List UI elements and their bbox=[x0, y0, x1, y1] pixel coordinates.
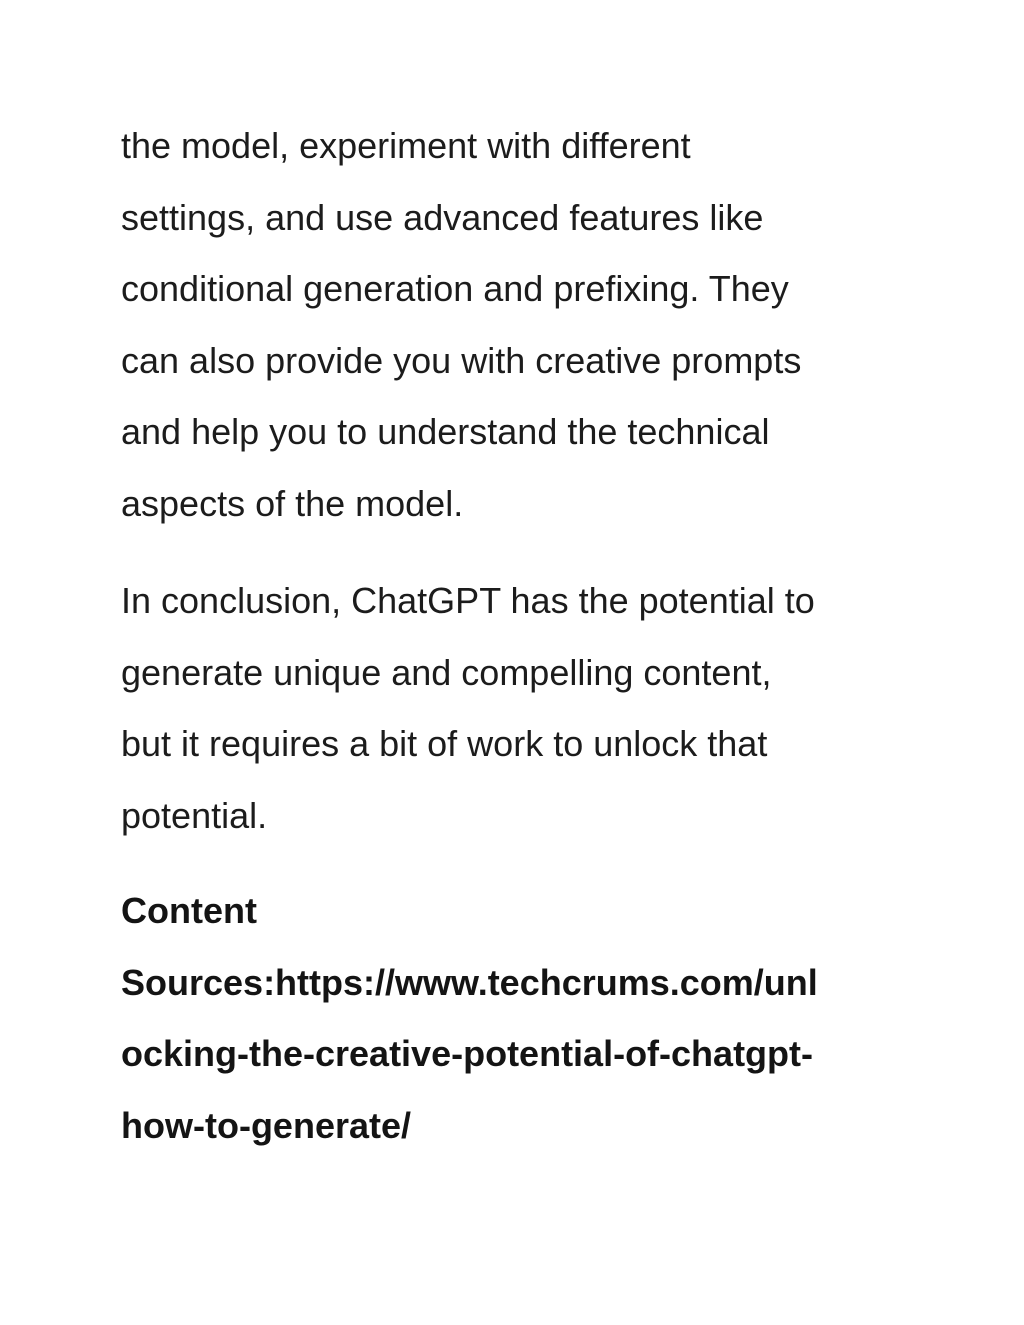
paragraph-line: settings, and use advanced features like bbox=[121, 196, 764, 238]
paragraph-line: and help you to understand the technical bbox=[121, 411, 770, 452]
paragraph-line: In conclusion, ChatGPT has the potential to bbox=[121, 580, 815, 621]
content-sources bbox=[121, 875, 921, 1161]
paragraph-line: generate unique and compelling content, bbox=[121, 651, 772, 693]
paragraph-line: aspects of the model. bbox=[121, 482, 464, 524]
paragraph-line: but it requires a bit of work to unlock that bbox=[121, 723, 768, 764]
sources-heading: Content bbox=[121, 890, 257, 931]
body-paragraph-model-settings bbox=[121, 110, 921, 539]
paragraph-line: the model, experiment with different bbox=[121, 125, 691, 166]
paragraph-line: can also provide you with creative prompts bbox=[121, 339, 802, 381]
paragraph-line: conditional generation and prefixing. They bbox=[121, 268, 789, 309]
body-paragraph-conclusion bbox=[121, 565, 921, 851]
sources-url-line: Sources:https://www.techcrums.com/unl bbox=[121, 961, 818, 1003]
sources-url-line: how-to-generate/ bbox=[121, 1104, 412, 1146]
paragraph-line: potential. bbox=[121, 794, 268, 836]
sources-url-line: ocking-the-creative-potential-of-chatgpt- bbox=[121, 1033, 814, 1074]
